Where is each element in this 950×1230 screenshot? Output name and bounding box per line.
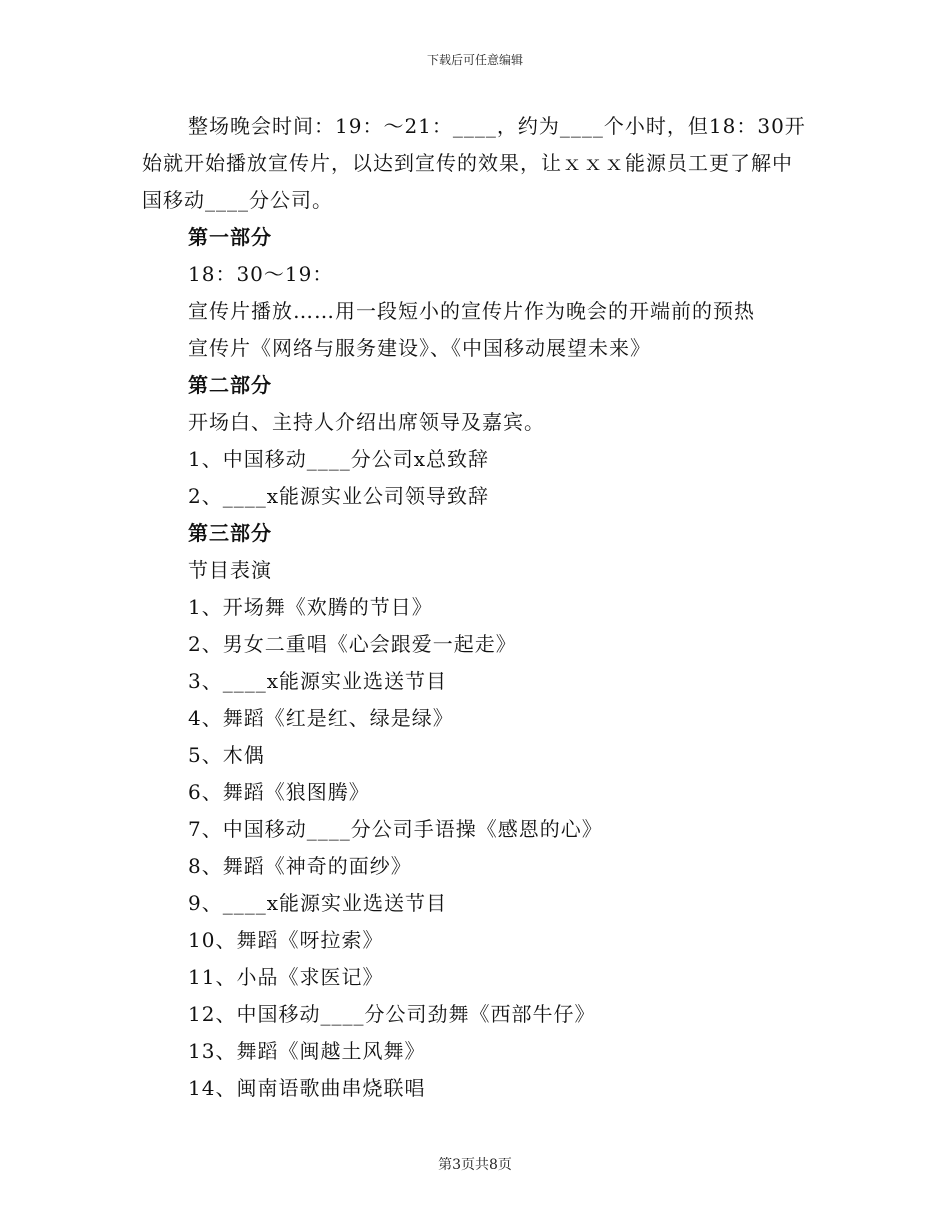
list-item: 13、舞蹈《闽越土风舞》 <box>188 1039 426 1063</box>
list-item: 2、____x能源实业公司领导致辞 <box>188 484 490 508</box>
list-item: 4、舞蹈《红是红、绿是绿》 <box>188 706 454 730</box>
list-item: 11、小品《求医记》 <box>188 965 384 989</box>
list-item: 5、木偶 <box>188 743 265 767</box>
text-line: 宣传片《网络与服务建设》、《中国移动展望未来》 <box>188 336 651 360</box>
list-item: 12、中国移动____分公司劲舞《西部牛仔》 <box>188 1002 596 1026</box>
section-heading-2: 第二部分 <box>188 373 272 397</box>
text-line: 开场白、主持人介绍出席领导及嘉宾。 <box>188 410 545 434</box>
list-item: 10、舞蹈《呀拉索》 <box>188 928 384 952</box>
text-line: 18：30～19： <box>188 262 334 286</box>
list-item: 9、____x能源实业选送节目 <box>188 891 448 915</box>
intro-paragraph: 整场晚会时间：19：～21：____，约为____个小时，但18：30开始就开始播放宣传片，以达到宣传的效果，让ｘｘｘ能源员工更了解中国移动____分公司。 <box>142 114 806 212</box>
list-item: 7、中国移动____分公司手语操《感恩的心》 <box>188 817 603 841</box>
list-item: 8、舞蹈《神奇的面纱》 <box>188 854 412 878</box>
document-body <box>142 108 812 1107</box>
list-item: 6、舞蹈《狼图腾》 <box>188 780 370 804</box>
page-header: 下载后可任意编辑 <box>426 53 523 67</box>
list-item: 1、中国移动____分公司x总致辞 <box>188 447 490 471</box>
list-item: 3、____x能源实业选送节目 <box>188 669 448 693</box>
text-line: 节目表演 <box>188 558 272 582</box>
section-heading-3: 第三部分 <box>188 521 272 545</box>
section-heading-1: 第一部分 <box>188 225 272 249</box>
text-line: 宣传片播放……用一段短小的宣传片作为晚会的开端前的预热 <box>188 299 755 323</box>
list-item: 1、开场舞《欢腾的节日》 <box>188 595 433 619</box>
list-item: 14、闽南语歌曲串烧联唱 <box>188 1076 426 1100</box>
page-footer: 第3页共8页 <box>438 1157 512 1173</box>
list-item: 2、男女二重唱《心会跟爱一起走》 <box>188 632 517 656</box>
